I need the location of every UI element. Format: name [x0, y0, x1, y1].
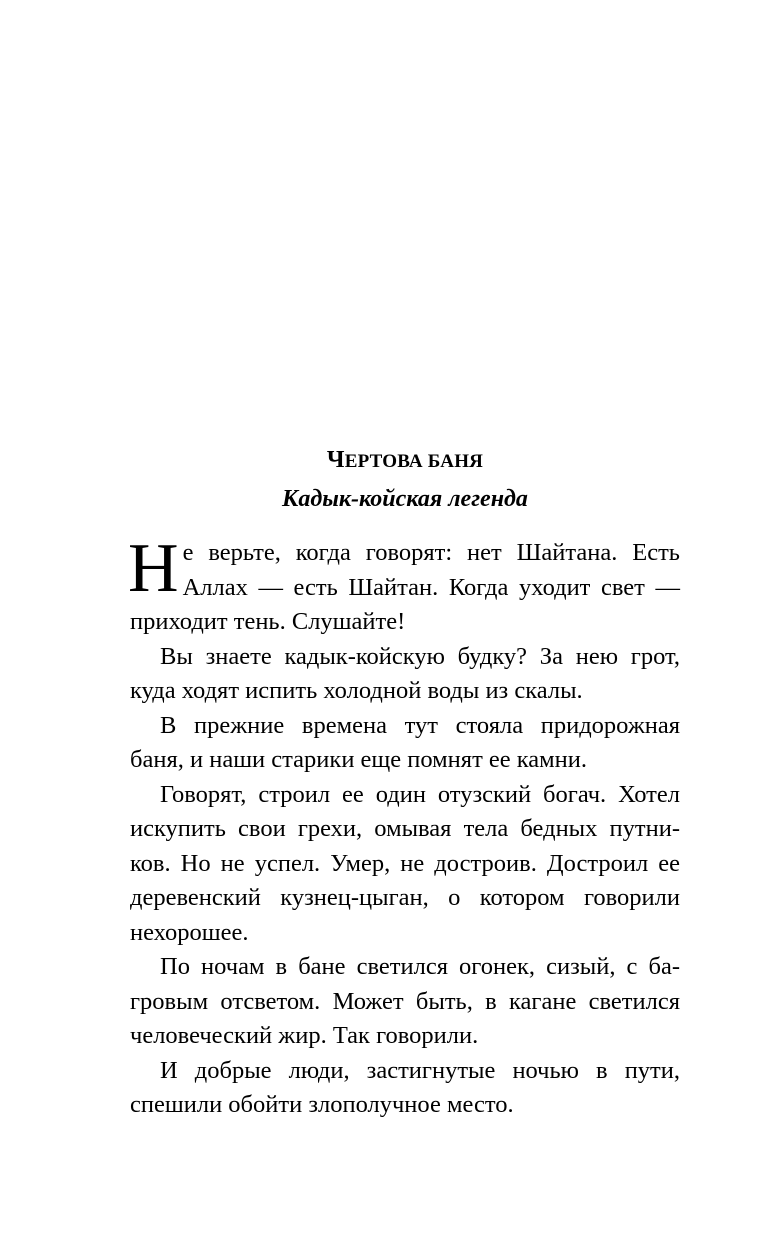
text-line: баня, и наши старики еще помнят ее камни.: [130, 746, 588, 773]
text-line: куда ходят испить холодной воды из скалы.: [130, 677, 583, 704]
text-line: нехорошее.: [130, 918, 249, 946]
text-line: деревенский кузнец-цыган, о котором говорили: [130, 884, 680, 911]
paragraph-4: [130, 778, 680, 951]
text-line: И добрые люди, застигнутые ночью в пути,: [160, 1056, 680, 1084]
text-line: Вы знаете кадык-койскую будку? За нею грот,: [160, 642, 680, 670]
text-line: искупить свои грехи, омывая тела бедных путни-: [130, 815, 680, 842]
text-line: е верьте, когда говорят: нет Шайтана. Есть: [182, 539, 680, 566]
chapter-title-initial: Ч: [326, 447, 345, 473]
text-line: приходит тень. Слушайте!: [130, 608, 406, 635]
text-line: В прежние времена тут стояла придорожная: [160, 711, 680, 739]
text-line: человеческий жир. Так говорили.: [130, 1022, 479, 1049]
paragraph-5: [130, 950, 680, 1054]
text-line: По ночам в бане светился огонек, сизый, с ба-: [160, 953, 680, 980]
chapter-title: [130, 440, 680, 482]
text-line: Аллах — есть Шайтан. Когда уходит свет —: [182, 573, 680, 601]
paragraph-1: [128, 530, 680, 640]
page-content: [130, 440, 680, 1123]
text-line: ков. Но не успел. Умер, не достроив. Достроил ее: [130, 849, 680, 877]
drop-cap: Н: [128, 530, 179, 607]
chapter-subtitle: Кадык-койская легенда: [282, 486, 528, 512]
text-line: спешили обойти злополучное место.: [130, 1091, 514, 1118]
paragraph-2: [130, 640, 680, 709]
text-line: гровым отсветом. Может быть, в кагане светился: [130, 987, 680, 1015]
chapter-title-rest: ЕРТОВА БАНЯ: [344, 451, 484, 472]
paragraph-6: [130, 1054, 680, 1123]
paragraph-3: [130, 709, 680, 778]
text-line: Говорят, строил ее один отузский богач. Хотел: [160, 780, 680, 808]
